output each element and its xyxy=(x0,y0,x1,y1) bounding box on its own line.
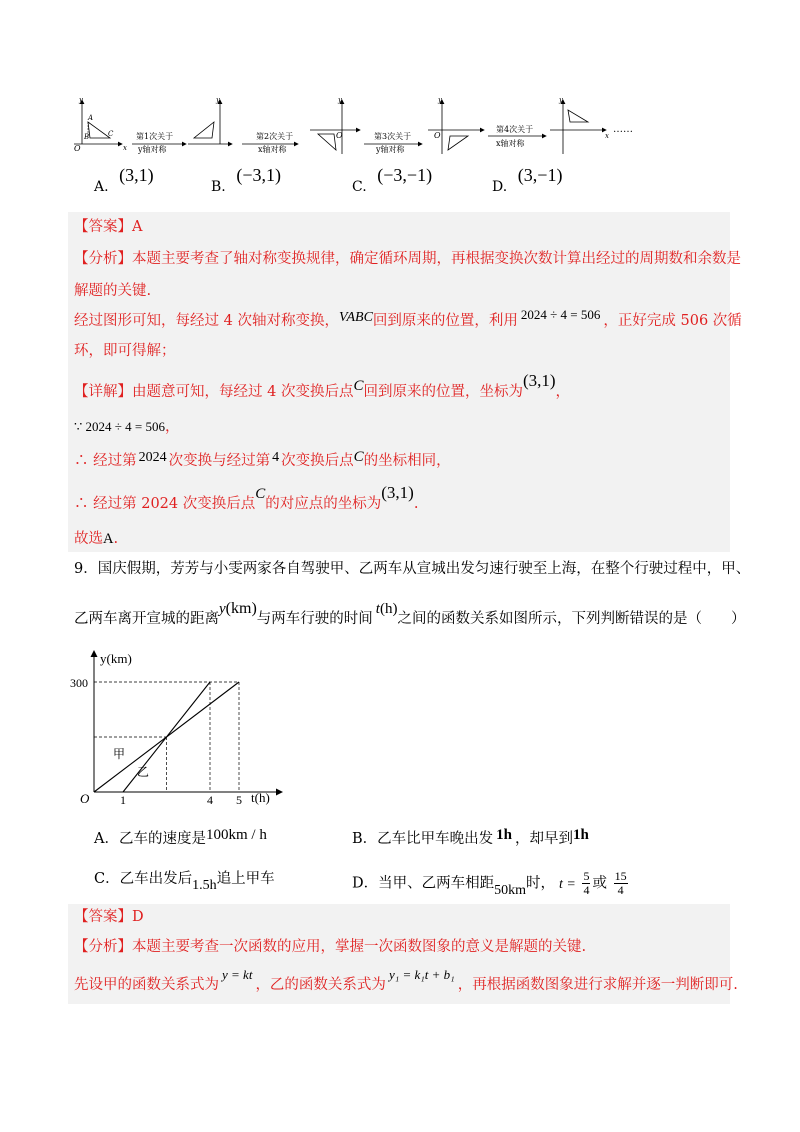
step-3-line2: y轴对称 xyxy=(376,145,405,154)
y-axis-label-5: y xyxy=(559,96,563,104)
division-expression: 2024 ÷ 4 = 506 xyxy=(520,307,601,322)
origin-label-3: O xyxy=(336,131,343,140)
q9-answer: 【答案】D xyxy=(74,909,144,925)
triangle-step-2 xyxy=(318,134,336,150)
option-value: (−3,−1) xyxy=(377,165,433,185)
panel-4-axes xyxy=(428,100,484,154)
transformation-diagram xyxy=(60,92,700,162)
q8-answer: 【答案】A xyxy=(74,219,143,235)
vertex-a-label: A xyxy=(88,114,94,122)
x-tick-5: 5 xyxy=(236,793,242,807)
vertex-b-label: B xyxy=(84,133,90,141)
q9-stem-line-1: 9．国庆假期，芳芳与小雯两家各自驾驶甲、乙两车从宣城出发匀速行驶至上海，在整个行驶过程中，甲、 xyxy=(74,561,751,577)
q9-option-c: C．乙车出发后1.5h追上甲车 xyxy=(94,871,275,893)
x-axis-label-1: x xyxy=(123,144,127,152)
origin-label-1: O xyxy=(74,144,81,153)
vertex-c-label: C xyxy=(108,130,114,138)
q8-detail-line-2: ∵ 2024 ÷ 4 = 506， xyxy=(74,419,180,435)
q8-analysis-line-4: 环，即可得解； xyxy=(74,343,176,359)
step-2-line1: 第2次关于 xyxy=(256,132,294,141)
series-label-yi: 乙 xyxy=(137,765,150,779)
x-axis-label-5: x xyxy=(605,132,609,140)
step-4-line2: x轴对称 xyxy=(496,139,525,148)
origin-label-4: O xyxy=(434,131,441,140)
option-value: (−3,1) xyxy=(236,165,281,185)
q8-choose: 故选A. xyxy=(74,531,119,547)
q8-detail-line-1: 【详解】由题意可知，每经过 4 次变换后点C回到原来的位置，坐标为(3,1)， xyxy=(74,371,571,400)
q8-option-b xyxy=(211,165,281,196)
triangle-step-4 xyxy=(568,110,588,122)
q9-analysis-line-2: 先设甲的函数关系式为y = kt，乙的函数关系式为y₁ = k₁t + b₁，再根据函数图象进行求解并逐一判断即可. xyxy=(74,967,738,993)
x-tick-1: 1 xyxy=(120,793,126,807)
x-axis-label: t(h) xyxy=(251,790,270,805)
q8-detail-line-4: ∴ 经过第 2024 次变换后点C的对应点的坐标为(3,1). xyxy=(74,483,419,512)
q9-analysis-line-1: 【分析】本题主要考查一次函数的应用，掌握一次函数图象的意义是解题的关键. xyxy=(74,939,587,955)
panel-5-axes xyxy=(550,100,606,154)
panel-3-axes xyxy=(310,100,360,154)
step-1-line2: y轴对称 xyxy=(138,145,167,154)
option-letter: A. xyxy=(94,179,109,195)
triangle-abc-symbol: VABC xyxy=(338,310,373,325)
triangle-step-3 xyxy=(448,136,468,150)
step-2-line2: x轴对称 xyxy=(258,145,287,154)
q9-stem-line-2: 乙两车离开宣城的距离y(km)与两车行驶的时间t(h)之间的函数关系如图所示，下列判断错误的是（ ） xyxy=(74,600,746,627)
q8-option-d xyxy=(492,165,563,196)
panel-1-axes xyxy=(74,100,122,144)
series-label-jia: 甲 xyxy=(113,747,126,761)
continuation-dots: …… xyxy=(613,124,633,135)
origin-label: O xyxy=(80,791,90,806)
triangle-step-1 xyxy=(194,122,214,138)
option-value: (3,1) xyxy=(119,165,154,185)
y-axis-label-3: y xyxy=(338,96,342,104)
step-3-line1: 第3次关于 xyxy=(374,132,412,141)
distance-time-chart xyxy=(70,645,290,815)
q9-option-b: B．乙车比甲车晚出发 1h ，却早到1h xyxy=(352,827,589,847)
q9-option-a: A．乙车的速度是100km / h xyxy=(94,827,267,847)
option-value: (3,−1) xyxy=(517,165,563,185)
fraction-5-4: $\frac{5}{4}$ xyxy=(583,869,590,897)
option-letter: B. xyxy=(211,179,226,195)
fraction-15-4: $\frac{15}{4}$ xyxy=(614,869,627,897)
q8-detail-line-3: ∴ 经过第 2024 次变换与经过第 4 次变换后点C的坐标相同， xyxy=(74,449,451,469)
option-letter: D. xyxy=(492,179,508,195)
y-axis-label-4: y xyxy=(438,96,442,104)
q8-option-c xyxy=(352,165,433,196)
step-4-line1: 第4次关于 xyxy=(496,125,534,134)
q8-analysis-line-1: 【分析】本题主要考查了轴对称变换规律，确定循环周期，再根据变换次数计算出经过的周期数和余数是 xyxy=(74,251,741,267)
q9-option-d: D．当甲、乙两车相距50km时， t = $\frac{5}{4}$ 或 $\frac{15}{4}$ xyxy=(352,869,627,898)
triangle-abc xyxy=(88,122,110,138)
y-axis-label-1: y xyxy=(79,96,83,104)
step-1-line1: 第1次关于 xyxy=(136,132,174,141)
x-tick-4: 4 xyxy=(207,793,213,807)
q8-analysis-line-3: 经过图形可知，每经过 4 次轴对称变换，VABC回到原来的位置，利用 2024 ÷ 4 = 506 ，正好完成 506 次循 xyxy=(74,307,742,329)
q8-option-a xyxy=(94,165,154,196)
option-letter: C. xyxy=(352,179,367,195)
y-axis-label: y(km) xyxy=(100,651,132,666)
q8-analysis-line-2: 解题的关键. xyxy=(74,283,152,299)
y-axis-label-2: y xyxy=(216,96,220,104)
y-tick-300: 300 xyxy=(70,676,88,690)
